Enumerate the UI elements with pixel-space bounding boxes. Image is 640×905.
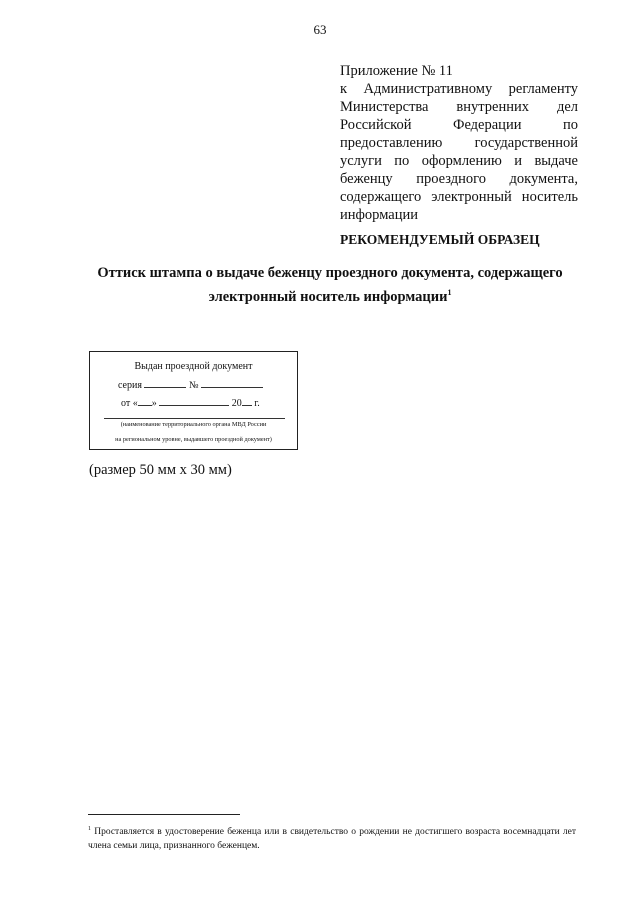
stamp-authority-line [104,418,285,419]
appendix-text: к Административному регламенту Министерства внутренних дел Российской Федерации по предоставлению государственной услуги по оформлению и выдаче беженцу проездного документа, содержащего электронный носитель информации [340,81,578,223]
stamp-year-suffix: г. [254,398,260,409]
stamp-note-line2: на региональном уровне, выдавшего проездной документ) [115,436,272,443]
appendix-title: Приложение № 11 [340,63,453,79]
series-blank [144,378,186,388]
stamp-year-label: 20 [231,398,242,409]
stamp-date-prefix: от « [121,398,138,409]
heading-text: Оттиск штампа о выдаче беженцу проездного документа, содержащего электронный носитель информации [97,265,563,305]
stamp-date-mid: » [151,398,157,409]
footnote-mark: 1 [88,826,91,832]
number-blank [201,378,263,388]
stamp-date-row [121,396,328,409]
month-blank [159,396,229,406]
appendix-block [340,62,578,224]
document-heading [60,264,600,307]
stamp-series-label: серия [118,380,142,391]
size-note: (размер 50 мм x 30 мм) [89,462,232,478]
stamp-sample [89,351,298,450]
footnote [88,822,576,853]
page-number: 63 [313,22,327,37]
stamp-number-label: № [188,380,199,391]
heading-footnote-mark: 1 [447,288,452,297]
footnote-text: Проставляется в удостоверение беженца или в свидетельство о рождении не достигшего возраста восемнадцати лет члена семьи лица, признанного беженцем. [88,827,577,852]
footnote-divider [88,814,240,815]
stamp-series-row [118,378,325,391]
year-blank [242,396,252,406]
day-blank [138,396,152,406]
sample-label: РЕКОМЕНДУЕМЫЙ ОБРАЗЕЦ [340,232,540,247]
stamp-note-line1: (наименование территориального органа МВД России [120,421,267,428]
stamp-title: Выдан проездной документ [134,361,253,372]
